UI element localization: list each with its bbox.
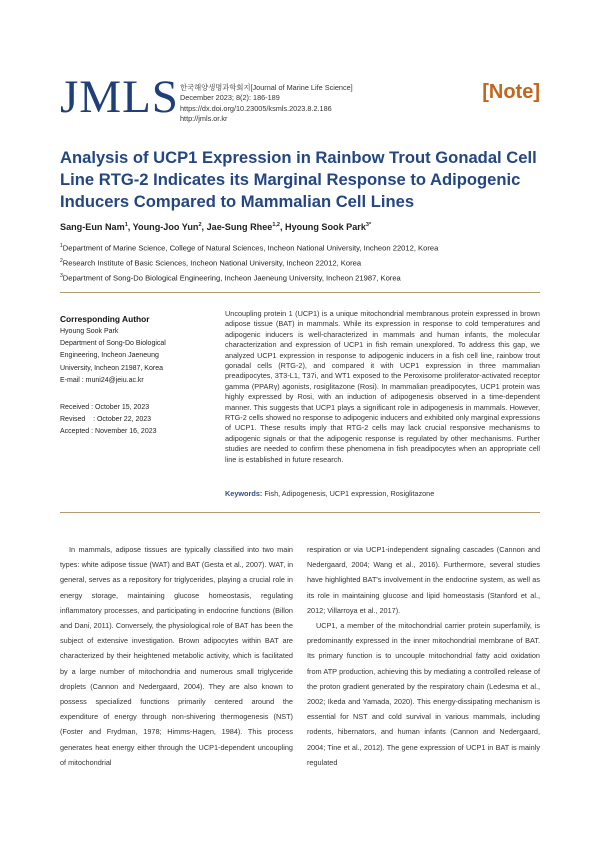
article-type-badge: [Note]: [482, 81, 540, 103]
keywords: [225, 489, 434, 498]
affiliation-text: Department of Song-Do Biological Engineering, Incheon Jaeneung University, Incheon 21987, Korea: [62, 273, 401, 283]
author-name: Hyoung Sook Park: [285, 222, 366, 233]
author-sup: 2: [198, 222, 202, 228]
corresponding-line: Hyoung Sook Park: [60, 328, 119, 335]
article-title: Analysis of UCP1 Expression in Rainbow Trout Gonadal Cell Line RTG-2 Indicates its Marginal Response to Adipogenic Inducers Compared to Mammalian Cell Lines: [60, 148, 537, 211]
journal-meta: [180, 83, 353, 125]
author-sup: 1: [124, 222, 128, 228]
article-dates: [60, 402, 157, 439]
affiliation-text: Department of Marine Science, College of Natural Sciences, Incheon National University, Incheon 22012, Korea: [62, 243, 439, 253]
body-column-left: [60, 542, 293, 770]
author-name: Young-Joo Yun: [132, 222, 199, 233]
body-paragraph: respiration or via UCP1-independent signaling cascades (Cannon and Nedergaard, 2004; Wang et al., 2016). Furthermore, several studies have highlighted BAT's involvement in the endocrine system, as well as its role in maintaining glucose and lipid homeostasis (Stanford et al., 2012; Villarroya et al., 2017).: [307, 545, 540, 615]
corresponding-details: [60, 326, 200, 387]
journal-url[interactable]: http://jmls.or.kr: [180, 114, 228, 124]
received-date: Received : October 15, 2023: [60, 404, 150, 411]
affiliations: [60, 240, 438, 285]
author-sup: 1,2: [272, 222, 280, 228]
affiliation: [60, 255, 438, 270]
corresponding-line: Department of Song-Do Biological: [60, 340, 166, 348]
section-divider: [60, 292, 540, 293]
accepted-date: Accepted : November 16, 2023: [60, 428, 157, 436]
body-paragraph: UCP1, a member of the mitochondrial carrier protein superfamily, is predominantly expressed in the inner mitochondrial membrane of BAT. Its primary function is to uncouple mitochondrial fatty acid oxidation from ATP production, achieving this by mediating a controlled release of the proton gradient generated by the respiratory chain (Ledesma et al., 2002; Ikeda and Yamada, 2020). This energy-dissipating mechanism is essential for NST and cold survival in various mammals, including rodents, hibernators, and human infants (Cannon and Nedergaard, 2004; Tine et al., 2012). The gene expression of UCP1 in BAT is mainly regulated: [307, 621, 540, 767]
affiliation-sup: 3: [60, 272, 63, 279]
section-divider: [60, 512, 540, 513]
revised-date: Revised : October 22, 2023: [60, 416, 152, 424]
author-name: Jae-Sung Rhee: [206, 222, 273, 233]
affiliation: [60, 240, 438, 255]
corresponding-line: University, Incheon 21987, Korea: [60, 364, 163, 372]
keywords-label: Keywords:: [225, 489, 263, 498]
body-column-right: [307, 542, 540, 770]
abstract: Uncoupling protein 1 (UCP1) is a unique mitochondrial membranous protein expressed in brown adipose tissue (BAT) in mammals. While its expression in response to cold temperatures and adipogenic inducers is well-characterized in mammals and human infants, the molecular characterization and expression of UCP1 in fish remain unexplored. To address this gap, we analyzed UCP1 expression in response to adipogenic inducers in a fish cell line, rainbow trout gonadal cells (RTG-2), and compared it with UCP1 expression in three mammalian preadipocytes, 3T3-L1, T37i, and WT1 exposed to the Peroxisome proliferator-activated receptor gamma (PPARγ) agonists, rosiglitazone (Rosi). In mammalian preadipocytes, UCP1 protein was highly expressed by Rosi, with an induction of adipogenesis observed in a time-dependent manner. This suggests that UCP1 plays a significant role in adipogenesis in mammals. However, RTG-2 cells showed no response to adipogenic inducers and exhibited only marginal expressions of UCP1. These results imply that RTG-2 cells may lack crucial responsive mechanisms to adipogenic signals or that the adipogenic response is regulated by other mechanisms. Further studies are needed to confirm these phenomena in fish preadipocytes when an appropriate cell line is established in future research.: [225, 309, 540, 464]
affiliation-text: Research Institute of Basic Sciences, Incheon National University, Incheon 22012, Korea: [62, 258, 362, 268]
author-name: Sang-Eun Nam: [60, 222, 125, 233]
body-paragraph: In mammals, adipose tissues are typically classified into two main types: white adipose tissue (WAT) and BAT (Gesta et al., 2007). WAT, in general, serves as a repository for triglycerides, playing a crucial role in energy storage, maintaining glucose homeostasis, regulating inflammatory processes, and participating in endocrine functions (Billon and Dani, 2011). Conversely, the physiological role of BAT has been the subject of extensive investigation. Brown adipocytes within BAT are characterized by their heightened metabolic activity, which is facilitated by a large number of mitochondria and numerous small triglyceride droplets (Cannon and Nedergaard, 2004). They are also known to possess specialized functions primarily centered around the expenditure of energy through non-shivering thermogenesis (NST) (Foster and Frydman, 1978; Himms-Hagen, 1984). This process generates heat energy either through the UCP1-dependent uncoupling of mitochondrial: [60, 545, 293, 767]
corresponding-line: Engineering, Incheon Jaeneung: [60, 352, 159, 360]
journal-logo: JMLS: [60, 71, 179, 123]
journal-name: 한국해양생명과학회지[Journal of Marine Life Science]: [180, 83, 353, 92]
keywords-text: Fish, Adipogenesis, UCP1 expression, Rosiglitazone: [264, 489, 435, 498]
doi-link[interactable]: https://dx.doi.org/10.23005/ksmls.2023.8.2.186: [180, 103, 332, 113]
affiliation-sup: 1: [60, 243, 63, 249]
corresponding-heading: Corresponding Author: [60, 314, 150, 324]
issue-info: December 2023; 8(2): 186-189: [180, 93, 280, 103]
affiliation: [60, 270, 438, 285]
affiliation-sup: 2: [60, 257, 63, 264]
author-sup: 3*: [365, 222, 372, 228]
corresponding-email[interactable]: E-mail : muni24@jeiu.ac.kr: [60, 376, 144, 384]
author-list: Sang-Eun Nam$^1$, Young-Joo Yun$^2$, Jae-Sung Rhee$^{1,2}$, Hyoung Sook Park$^{3*}$: [60, 222, 372, 233]
